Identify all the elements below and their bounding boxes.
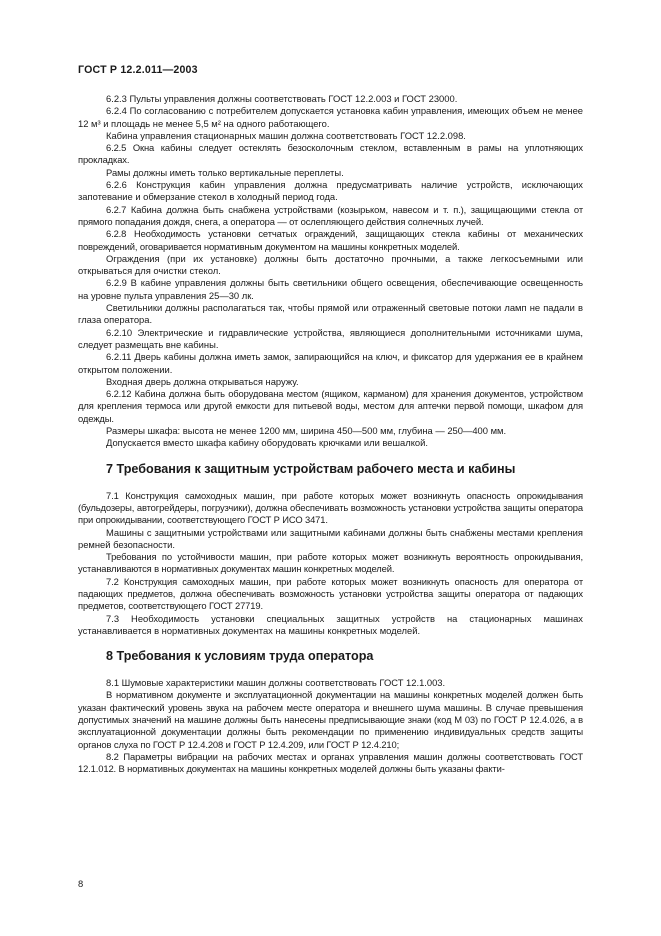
paragraph-6-2-5: 6.2.5 Окна кабины следует остеклять безосколочным стеклом, вставленным в рамы на уплотняющих прокладках. — [78, 142, 583, 166]
page-number: 8 — [78, 878, 84, 889]
paragraph-6-2-6: 6.2.6 Конструкция кабин управления должна предусматривать наличие устройств, исключающих запотевание и обмерзание стекол в холодный период года. — [78, 179, 583, 203]
section-7-heading: 7 Требования к защитным устройствам рабочего места и кабины — [106, 461, 516, 476]
paragraph-6-2-12-hooks: Допускается вместо шкафа кабину оборудовать крючками или вешалкой. — [106, 437, 428, 449]
document-header: ГОСТ Р 12.2.011—2003 — [78, 64, 198, 76]
paragraph-7-1-belts: Машины с защитными устройствами или защитными кабинами должны быть снабжены местами крепления ремней безопасности. — [78, 526, 583, 550]
paragraph-6-2-8: 6.2.8 Необходимость установки сетчатых ограждений, защищающих стекла кабины от механических повреждений, оговаривается нормативным документом на машины конкретных моделей. — [78, 228, 583, 252]
paragraph-6-2-8-guards: Ограждения (при их установке) должны быть достаточно прочными, а также легкосъемными или открываться для очистки стекол. — [78, 252, 583, 277]
paragraph-7-1-stability: Требования по устойчивости машин, при работе которых может возникнуть вероятность опрокидывания, устанавливаются в нормативных документах машин конкретных моделей. — [78, 551, 583, 575]
paragraph-7-1: 7.1 Конструкция самоходных машин, при работе которых может возникнуть опасность опрокидывания (бульдозеры, автогрейдеры, погрузчики), должна обеспечивать возможность установки устройства защиты оператора при опрокидывании, соответствующего ГОСТ Р ИСО 3471. — [78, 489, 583, 526]
paragraph-7-2: 7.2 Конструкция самоходных машин, при работе которых может возникнуть опасность для оператора от падающих предметов, должна обеспечивать возможность установки устройства защиты оператора от падающих предметов, соответствующего ГОСТ 27719. — [78, 575, 583, 612]
paragraph-6-2-11: 6.2.11 Дверь кабины должна иметь замок, запирающийся на ключ, и фиксатор для удержания ее в крайнем открытом положении. — [78, 351, 583, 375]
paragraph-6-2-12: 6.2.12 Кабина должна быть оборудована местом (ящиком, карманом) для хранения документов, устройством для крепления термоса или другой емкости для питьевой воды, местом для аптечки первой помощи, шкафом для одежды. — [78, 388, 583, 424]
page-content — [78, 93, 583, 776]
paragraph-6-2-4: 6.2.4 По согласованию с потребителем допускается установка кабин управления, имеющих объем не менее 12 м³ и площадь не менее 5,5 м² на одного работающего. — [78, 105, 583, 129]
paragraph-6-2-4-cabin: Кабина управления стационарных машин должна соответствовать ГОСТ 12.2.098. — [106, 129, 466, 141]
paragraph-6-2-9: 6.2.9 В кабине управления должны быть светильники общего освещения, обеспечивающие освещенность на уровне пульта управления 25—30 лк. — [78, 277, 583, 301]
paragraph-8-1: 8.1 Шумовые характеристики машин должны соответствовать ГОСТ 12.1.003. — [106, 677, 446, 689]
paragraph-6-2-11-door: Входная дверь должна открываться наружу. — [106, 375, 299, 387]
paragraph-6-2-9-lamps: Светильники должны располагаться так, чтобы прямой или отраженный световые потоки ламп не падали в глаза оператора. — [78, 302, 583, 326]
paragraph-6-2-3: 6.2.3 Пульты управления должны соответствовать ГОСТ 12.2.003 и ГОСТ 23000. — [106, 93, 458, 104]
paragraph-8-1-noise: В нормативном документе и эксплуатационной документации на машины конкретных моделей должен быть указан фактический уровень звука на рабочем месте оператора и внешнего шума машины. В случае превышения допустимых значений на машине должны быть нанесены предписывающие знаки (код М 03) по ГОСТ Р 12.4.026, а в эксплуатационной документации должны быть рекомендации по применению индивидуальных средств защиты органов слуха по ГОСТ Р 12.4.208 и ГОСТ Р 12.4.209, или ГОСТ Р 12.4.210; — [78, 689, 583, 750]
section-8-heading: 8 Требования к условиям труда оператора — [106, 649, 374, 664]
paragraph-6-2-5-frames: Рамы должны иметь только вертикальные переплеты. — [106, 166, 344, 178]
paragraph-8-2: 8.2 Параметры вибрации на рабочих местах и органах управления машин должны соответствовать ГОСТ 12.1.012. В нормативных документах на машины конкретных моделей должны быть указаны факти- — [78, 750, 583, 775]
paragraph-7-3: 7.3 Необходимость установки специальных защитных устройств на стационарных машинах устанавливается в нормативных документах на машины конкретных моделей. — [78, 612, 583, 636]
paragraph-6-2-12-sizes: Размеры шкафа: высота не менее 1200 мм, ширина 450—500 мм, глубина — 250—400 мм. — [106, 425, 507, 437]
paragraph-6-2-7: 6.2.7 Кабина должна быть снабжена устройствами (козырьком, навесом и т. п.), защищающими стекла от прямого попадания дождя, снега, а оператора — от ослепляющего действия солнечных лучей. — [78, 203, 583, 227]
paragraph-6-2-10: 6.2.10 Электрические и гидравлические устройства, являющиеся дополнительными источниками шума, следует размещать вне кабины. — [78, 326, 583, 350]
